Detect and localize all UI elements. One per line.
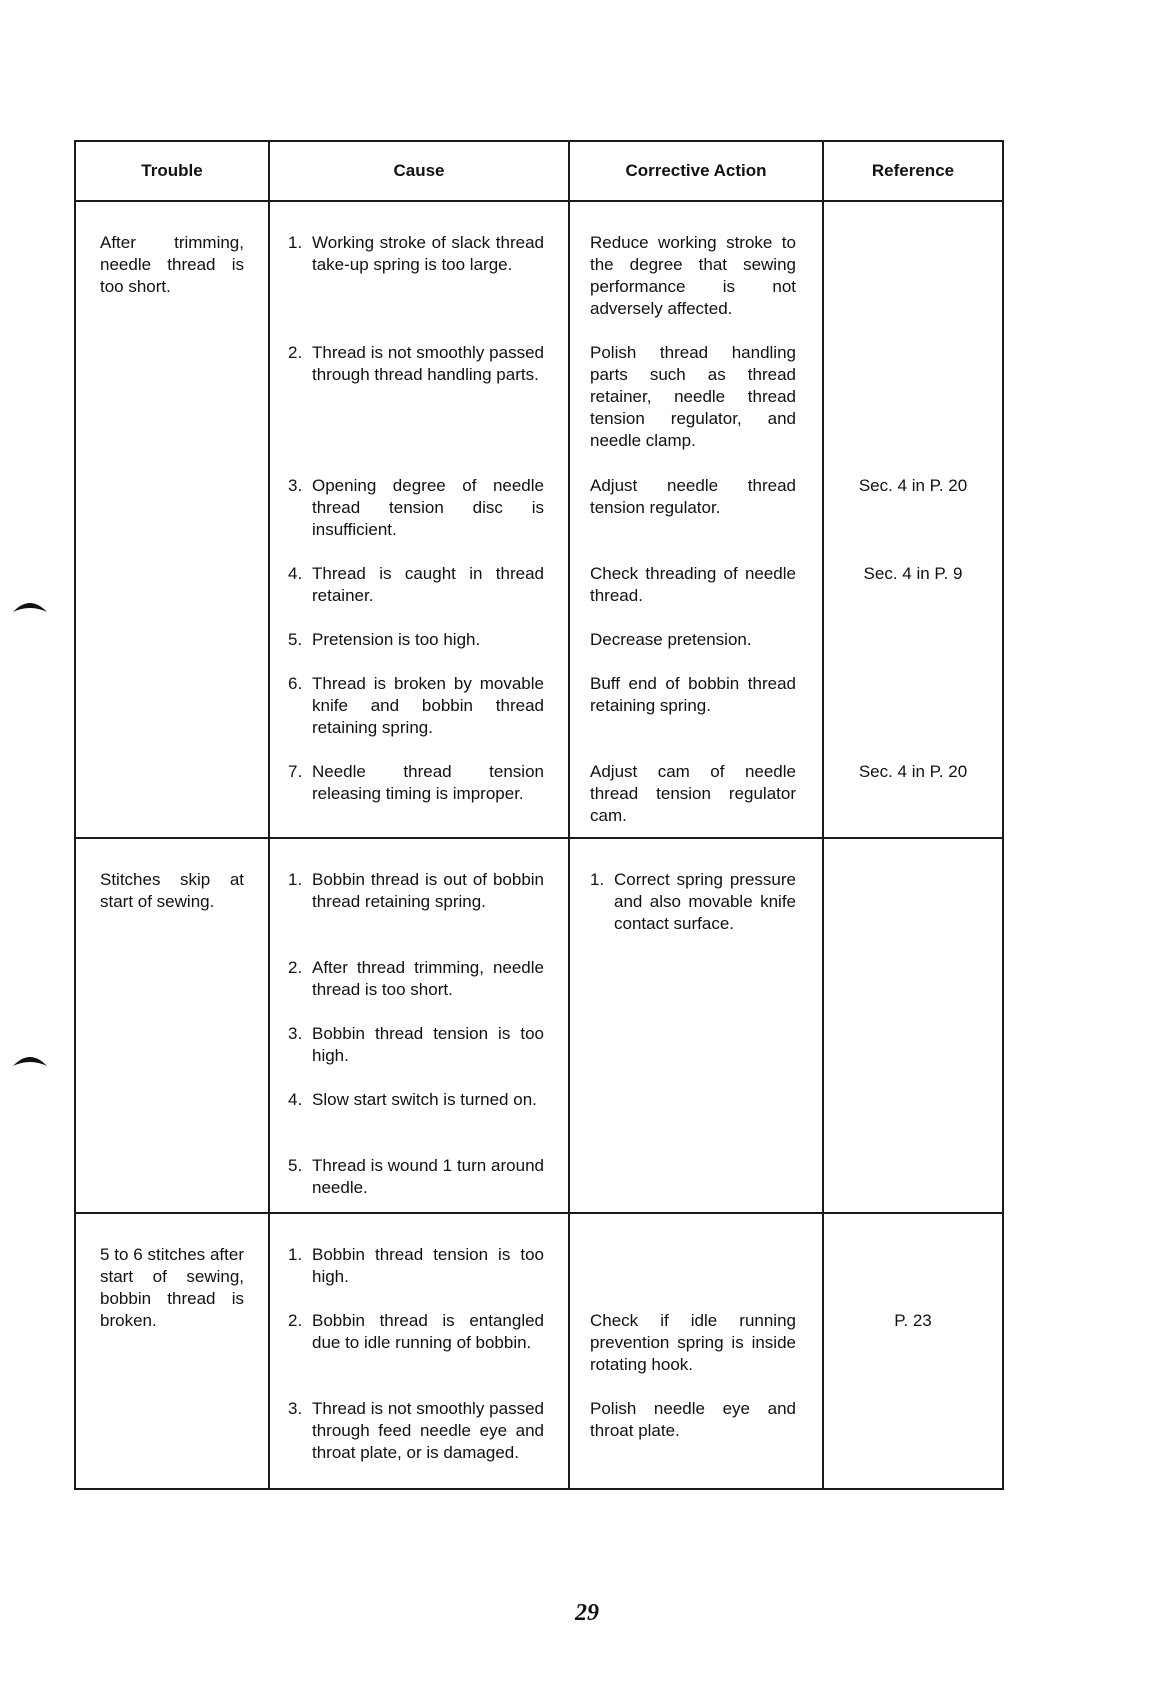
cause-number: 2. (288, 343, 303, 362)
cause-text: Slow start switch is turned on. (312, 1090, 537, 1109)
binder-hole-mark (12, 1052, 48, 1068)
cause-text: Pretension is too high. (312, 630, 481, 649)
cause-text: Bobbin thread tension is too high. (312, 1024, 544, 1065)
cause-text: Thread is wound 1 turn around needle. (312, 1156, 544, 1197)
cause-item (288, 761, 544, 805)
reference-cell (824, 1214, 1002, 1488)
cause-cell (270, 202, 570, 839)
cause-number: 2. (288, 958, 303, 977)
cause-text: Bobbin thread tension is too high. (312, 1245, 544, 1286)
action-item (590, 869, 796, 935)
cause-item (288, 673, 544, 739)
action-text: Adjust cam of needle thread tension regulator cam. (590, 762, 796, 825)
cause-number: 3. (288, 476, 303, 495)
page-number: 29 (575, 1600, 599, 1626)
cause-item (288, 1089, 544, 1111)
action-text: Check if idle running prevention spring is inside rotating hook. (590, 1311, 796, 1374)
cause-number: 1. (288, 233, 303, 252)
action-number: 1. (590, 870, 605, 889)
action-text: Polish needle eye and throat plate. (590, 1399, 796, 1440)
cause-item (288, 342, 544, 386)
cause-item (288, 232, 544, 276)
reference-text: Sec. 4 in P. 20 (858, 476, 968, 495)
cause-number: 3. (288, 1024, 303, 1043)
header-corrective-action: Corrective Action (570, 142, 824, 202)
reference-text: Sec. 4 in P. 20 (858, 762, 968, 781)
cause-number: 5. (288, 630, 303, 649)
reference-text: Sec. 4 in P. 9 (863, 564, 963, 583)
cause-cell (270, 1214, 570, 1488)
action-text: Buff end of bobbin thread retaining spring. (590, 674, 796, 715)
binder-hole-mark (12, 598, 48, 614)
cause-item (288, 475, 544, 541)
cause-item (288, 1023, 544, 1067)
cause-item (288, 1310, 544, 1354)
cause-number: 4. (288, 1090, 303, 1109)
cause-number: 2. (288, 1311, 303, 1330)
cause-number: 5. (288, 1156, 303, 1175)
header-reference: Reference (824, 142, 1002, 202)
action-text: Decrease pretension. (590, 630, 752, 649)
cause-cell (270, 839, 570, 1214)
trouble-text: After trimming, needle thread is too short. (100, 233, 244, 296)
cause-text: After thread trimming, needle thread is too short. (312, 958, 544, 999)
action-text: Adjust needle thread tension regulator. (590, 476, 796, 517)
cause-text: Opening degree of needle thread tension disc is insufficient. (312, 476, 544, 539)
cause-item (288, 629, 544, 651)
trouble-text: Stitches skip at start of sewing. (100, 870, 244, 911)
trouble-cell (76, 1214, 270, 1488)
action-text: Correct spring pressure and also movable knife contact surface. (614, 870, 796, 933)
cause-number: 3. (288, 1399, 303, 1418)
trouble-cell (76, 839, 270, 1214)
reference-cell (824, 839, 1002, 1214)
cause-text: Bobbin thread is out of bobbin thread retaining spring. (312, 870, 544, 911)
trouble-text: 5 to 6 stitches after start of sewing, bobbin thread is broken. (100, 1245, 244, 1330)
trouble-cell (76, 202, 270, 839)
reference-text: P. 23 (894, 1311, 932, 1330)
cause-item (288, 957, 544, 1001)
cause-text: Thread is broken by movable knife and bobbin thread retaining spring. (312, 674, 544, 737)
cause-item (288, 869, 544, 913)
header-cause: Cause (270, 142, 570, 202)
action-cell (570, 839, 824, 1214)
action-cell (570, 1214, 824, 1488)
cause-number: 4. (288, 564, 303, 583)
cause-item (288, 1398, 544, 1464)
troubleshooting-table (74, 140, 1004, 1490)
cause-number: 6. (288, 674, 303, 693)
action-text: Reduce working stroke to the degree that sewing performance is not adversely affected. (590, 233, 796, 318)
cause-item (288, 563, 544, 607)
action-text: Polish thread handling parts such as thread retainer, needle thread tension regulator, and needle clamp. (590, 343, 796, 450)
action-cell (570, 202, 824, 839)
cause-text: Bobbin thread is entangled due to idle running of bobbin. (312, 1311, 544, 1352)
cause-item (288, 1155, 544, 1199)
cause-item (288, 1244, 544, 1288)
cause-text: Working stroke of slack thread take-up spring is too large. (312, 233, 544, 274)
cause-number: 1. (288, 870, 303, 889)
reference-cell (824, 202, 1002, 839)
cause-number: 1. (288, 1245, 303, 1264)
header-trouble: Trouble (76, 142, 270, 202)
cause-text: Thread is not smoothly passed through thread handling parts. (312, 343, 544, 384)
cause-text: Thread is not smoothly passed through feed needle eye and throat plate, or is damaged. (312, 1399, 544, 1462)
cause-text: Thread is caught in thread retainer. (312, 564, 544, 605)
cause-number: 7. (288, 762, 303, 781)
action-text: Check threading of needle thread. (590, 564, 796, 605)
cause-text: Needle thread tension releasing timing is improper. (312, 762, 544, 803)
